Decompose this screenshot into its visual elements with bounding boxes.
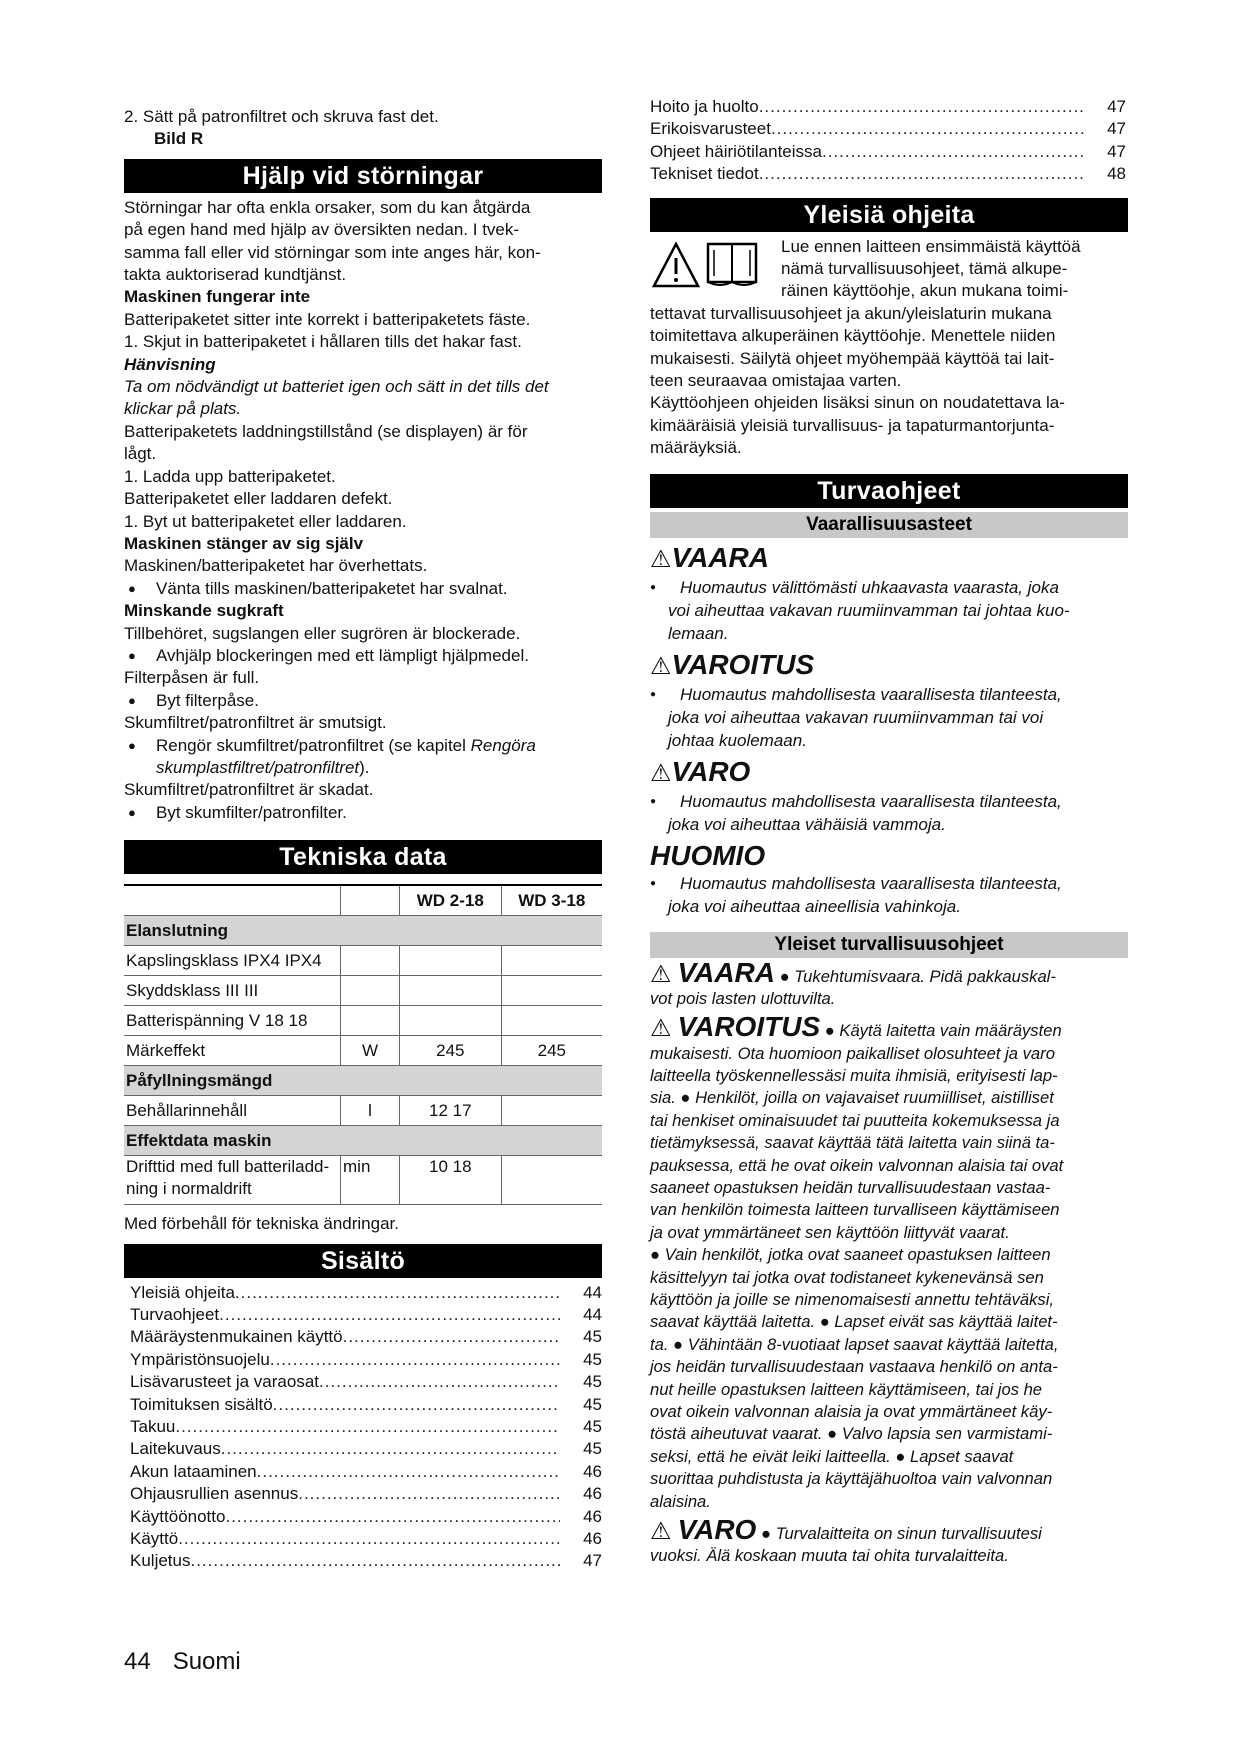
toc-leader (343, 1326, 560, 1348)
table-cell (341, 976, 400, 1006)
toc-leader (178, 1528, 560, 1550)
text-line: Filterpåsen är full. (124, 668, 260, 688)
text-line: mukaisesti. Säilytä ohjeet myöhempää käyttöä tai lait- (650, 348, 1055, 368)
toc-page: 45 (583, 1439, 602, 1459)
toc-title: Laitekuvaus (130, 1439, 221, 1459)
toc-entry (130, 1550, 602, 1572)
table-cell: W (341, 1036, 400, 1066)
safety-line: ta. ● Vähintään 8-vuotiaat lapset saavat käyttää laitetta, (650, 1334, 1059, 1354)
text-line: nämä turvallisuusohjeet, tämä alkupe- (781, 259, 1068, 279)
safety-line: ● Vain henkilöt, jotka ovat saaneet opastuksen laitteen (650, 1245, 1051, 1265)
safety-line: ovat oikein valvonnan alaisia ja ovat ymmärtäneet käy- (650, 1402, 1053, 1421)
toc-entry (650, 96, 1126, 118)
toc-entry (130, 1304, 602, 1326)
toc-entry (130, 1416, 602, 1438)
general-heading: Yleisiä ohjeita (650, 198, 1128, 232)
toc-title: Ohjeet häiriötilanteissa (650, 141, 822, 161)
bullet-item: ● Avhjälp blockeringen med ett lämpligt hjälpmedel. (124, 645, 602, 667)
toc-leader (822, 141, 1084, 163)
table-cell (501, 1156, 602, 1205)
toc-title: Käyttöönotto (130, 1506, 226, 1526)
text-line: Maskinen/batteripaketet har överhettats. (124, 556, 428, 576)
table-cell (400, 946, 502, 976)
toc-page: 48 (1107, 164, 1126, 184)
table-cell: Behållarinnehåll (124, 1096, 341, 1126)
toc-title: Erikoisvarusteet (650, 119, 771, 139)
text-line: 1. Byt ut batteripaketet eller laddaren. (124, 511, 407, 531)
tech-data-table (124, 884, 602, 1205)
safety-line: tai henkiset ominaisuudet tai puutteita kokemuksessa ja (650, 1110, 1060, 1130)
table-cell: Drifttid med full batteriladd-ning i normaldrift (124, 1156, 341, 1205)
toc-leader (219, 1304, 560, 1326)
text-line: Käyttöohjeen ohjeiden lisäksi sinun on noudatettava la- (650, 393, 1065, 413)
danger-word: VAARA (677, 956, 775, 988)
toc-page: 47 (1107, 119, 1126, 139)
toc-page: 45 (583, 1349, 602, 1369)
safety-line: käyttöön ja joille se nimenomaisesti annettu tehtäväksi, (650, 1289, 1055, 1309)
toc-leader (270, 1349, 560, 1371)
toc-page: 45 (583, 1372, 602, 1392)
signal-word: VAARA (671, 541, 769, 573)
toc-entry (650, 163, 1126, 185)
text-line: teen seuraavaa omistajaa varten. (650, 371, 902, 391)
table-cell (341, 946, 400, 976)
toc-entry (130, 1528, 602, 1550)
toc-leader (175, 1416, 560, 1438)
safety-line: suorittaa puhdistusta ja käyttäjähuoltoa vain valvonnan (650, 1469, 1053, 1489)
safety-line: mukaisesti. Ota huomioon paikalliset olosuhteet ja varo (650, 1043, 1055, 1063)
bullet-item: ● Byt skumfilter/patronfilter. (124, 802, 602, 824)
data-row (124, 946, 602, 976)
text-line: Tillbehöret, sugslangen eller sugrören är blockerade. (124, 623, 521, 643)
general-intro (650, 236, 1128, 303)
safety-line: sia. ● Henkilöt, joilla on vajavaiset ruumiilliset, aistilliset (650, 1088, 1054, 1108)
safety-line: pauksessa, että he ovat oikein valvonnan alaisia tai ovat (650, 1155, 1064, 1175)
text-line: takta auktoriserad kundtjänst. (124, 265, 347, 285)
table-cell (501, 1096, 602, 1126)
safety-line: laitteella työskennellessäsi muita ihmisiä, erityisesti lap- (650, 1065, 1058, 1085)
table-cell: Skyddsklass III III (124, 976, 341, 1006)
table-cell (501, 976, 602, 1006)
subheading: Minskande sugkraft (124, 601, 284, 621)
language-label: Suomi (172, 1648, 241, 1675)
page-footer (124, 1648, 263, 1676)
hazard-description: lemaan. (668, 623, 729, 643)
troubleshoot-heading: Hjälp vid störningar (124, 159, 602, 193)
toc-entry (130, 1461, 602, 1483)
troubleshoot-body (124, 197, 602, 824)
toc-page: 47 (1107, 141, 1126, 161)
safety-line: töstä aiheutuvat vaarat. ● Valvo lapsia sen varmistami- (650, 1424, 1053, 1444)
safety-line: jos heidän turvallisuudestaan vastaava henkilö on anta- (650, 1357, 1058, 1377)
text-line: Lue ennen laitteen ensimmäistä käyttöä (781, 236, 1081, 256)
chapter-ref: Rengöra (470, 735, 536, 755)
table-cell: l (341, 1096, 400, 1126)
toc-entry (130, 1326, 602, 1348)
toc-title: Toimituksen sisältö (130, 1394, 273, 1414)
data-row (124, 1156, 602, 1205)
safety-line: saaneet opastuksen heidän turvallisuudestaan vastaa- (650, 1177, 1051, 1197)
table-cell (400, 976, 502, 1006)
hazard-description: johtaa kuolemaan. (668, 730, 807, 750)
section-row (124, 916, 602, 946)
g2-first: ● Käytä laitetta vain määräysten (824, 1021, 1062, 1041)
table-cell: 245 (400, 1036, 502, 1066)
text-line: Batteripaketet sitter inte korrekt i batteripaketets fäste. (124, 309, 531, 329)
toc-page: 45 (583, 1327, 602, 1347)
toc-entry (130, 1371, 602, 1393)
hazard-description: ● Huomautus mahdollisesta vaarallisesta tilanteesta, (650, 683, 1128, 706)
page-number: 44 (124, 1648, 151, 1675)
safety-line: alaisina. (650, 1491, 711, 1511)
text-line: 1. Ladda upp batteripaketet. (124, 466, 336, 486)
toc-entry (130, 1506, 602, 1528)
toc-title: Määräystenmukainen käyttö (130, 1327, 343, 1347)
note-text: klickar på plats. (124, 399, 242, 419)
safety-line: ja ovat ymmärtäneet sen käyttöön liittyvät vaarat. (650, 1222, 1010, 1242)
table-cell: Batterispänning V 18 18 (124, 1006, 341, 1036)
toc-page: 47 (583, 1551, 602, 1571)
safety-heading: Turvaohjeet (650, 474, 1128, 508)
header-cell (124, 885, 341, 916)
warning-word: VAROITUS (677, 1011, 821, 1043)
toc-page: 45 (583, 1417, 602, 1437)
toc-page: 45 (583, 1394, 602, 1414)
toc-entry (130, 1438, 602, 1460)
toc-title: Ympäristönsuojelu (130, 1349, 270, 1369)
section-label: Elanslutning (124, 916, 602, 946)
toc-page: 46 (583, 1506, 602, 1526)
contents-list (130, 1282, 602, 1573)
section-label: Påfyllningsmängd (124, 1066, 602, 1096)
note-text: Ta om nödvändigt ut batteriet igen och sätt in det tills det (124, 377, 549, 397)
text-line: räinen käyttöohje, akun mukana toimi- (781, 281, 1069, 301)
toc-leader (298, 1483, 560, 1505)
toc-leader (235, 1282, 560, 1304)
warning-triangle-icon: ⚠ (650, 1518, 672, 1546)
toc-leader (190, 1550, 560, 1572)
contents-heading: Sisältö (124, 1244, 602, 1278)
data-row (124, 1006, 602, 1036)
bullet-text: Rengör skumfiltret/patronfiltret (se kapitel (156, 735, 471, 755)
toc-title: Takuu (130, 1417, 176, 1437)
text-line: Batteripaketet eller laddaren defekt. (124, 489, 393, 509)
text-line: lågt. (124, 444, 157, 464)
warning-triangle-icon: ⚠ (650, 652, 672, 680)
table-cell (341, 1006, 400, 1036)
table-cell: 245 (501, 1036, 602, 1066)
safety-line: vuoksi. Älä koskaan muuta tai ohita turvalaitteita. (650, 1546, 1009, 1566)
tech-note: Med förbehåll för tekniska ändringar. (124, 1214, 399, 1234)
toc-entry (130, 1483, 602, 1505)
toc-entry (130, 1394, 602, 1416)
section-row (124, 1066, 602, 1096)
hazard-levels-heading: Vaarallisuusasteet (650, 512, 1128, 538)
toc-title: Turvaohjeet (130, 1305, 220, 1324)
table-cell: 12 17 (400, 1096, 502, 1126)
tech-header-row (124, 885, 602, 916)
hazard-description: joka voi aiheuttaa vähäisiä vammoja. (668, 814, 946, 834)
text-line: Skumfiltret/patronfiltret är smutsigt. (124, 713, 387, 733)
warning-triangle-icon: ⚠ (650, 1015, 672, 1043)
header-cell: WD 3-18 (501, 885, 602, 916)
hazard-description: joka voi aiheuttaa aineellisia vahinkoja. (668, 896, 961, 916)
bullet-item: ● Byt filterpåse. (124, 690, 602, 712)
hazard-level-heading (650, 840, 1128, 872)
toc-page: 46 (583, 1461, 602, 1481)
general-safety-heading: Yleiset turvallisuusohjeet (650, 932, 1128, 958)
toc-entry (650, 118, 1126, 140)
safety-line: seksi, että he eivät leiki laitteella. ● Lapset saavat (650, 1446, 1014, 1466)
toc-page: 46 (583, 1529, 602, 1549)
hazard-level-heading (650, 649, 1128, 683)
data-row (124, 1036, 602, 1066)
safety-line: nut heille opastuksen laitteen käyttämiseen, tai jos he (650, 1379, 1043, 1399)
hazard-description: ● Huomautus mahdollisesta vaarallisesta tilanteesta, (650, 872, 1128, 895)
hazard-description: joka voi aiheuttaa vakavan ruumiinvamman tai voi (668, 707, 1044, 727)
text-line: Batteripaketets laddningstillstånd (se displayen) är för (124, 421, 528, 441)
text-line: toimitettava alkuperäinen käyttöohje. Menettele niiden (650, 326, 1056, 346)
toc-page: 47 (1107, 97, 1126, 116)
toc-entry (130, 1282, 602, 1304)
text-line: tettavat turvallisuusohjeet ja akun/yleislaturin mukana (650, 303, 1052, 323)
note-label: Hänvisning (124, 354, 216, 374)
bullet-item: ● Vänta tills maskinen/batteripaketet har svalnat. (124, 578, 602, 600)
safety-line: vot pois lasten ulottuvilta. (650, 988, 836, 1008)
subheading: Maskinen fungerar inte (124, 287, 311, 307)
table-cell: Märkeffekt (124, 1036, 341, 1066)
toc-leader (257, 1461, 560, 1483)
safety-line: käsittelyyn tai jotka ovat todistaneet kykenevänsä sen (650, 1267, 1044, 1287)
header-cell: WD 2-18 (400, 885, 502, 916)
toc-leader (273, 1394, 560, 1416)
g3-first: ● Turvalaitteita on sinun turvallisuutesi (760, 1524, 1042, 1544)
signal-word: HUOMIO (650, 839, 766, 871)
text-line: 1. Skjut in batteripaketet i hållaren tills det hakar fast. (124, 332, 522, 352)
warning-triangle-icon: ⚠ (650, 759, 672, 787)
toc-title: Lisävarusteet ja varaosat (130, 1372, 319, 1392)
toc-title: Tekniset tiedot (650, 164, 759, 184)
toc-title: Akun lataaminen (130, 1461, 257, 1481)
text-line: kimääräisiä yleisiä turvallisuus- ja tapaturmantorjunta- (650, 415, 1055, 435)
header-cell (341, 885, 400, 916)
intro-step: 2. Sätt på patronfiltret och skruva fast det. (124, 107, 439, 126)
toc-title: Yleisiä ohjeita (130, 1282, 235, 1302)
table-cell: 10 18 (400, 1156, 502, 1205)
general-safety-text (650, 956, 1128, 1568)
toc-title: Kuljetus (130, 1551, 191, 1571)
toc-leader (759, 96, 1084, 118)
data-row (124, 976, 602, 1006)
toc-title: Hoito ja huolto (650, 97, 759, 116)
bullet-continuation (124, 757, 602, 779)
toc-leader (221, 1438, 560, 1460)
g1-first: ● Tukehtumisvaara. Pidä pakkauskal- (779, 966, 1056, 986)
chapter-ref: skumplastfiltret/patronfiltret (156, 757, 360, 777)
toc-page: 46 (583, 1484, 602, 1504)
toc-leader (225, 1506, 560, 1528)
table-cell (400, 1006, 502, 1036)
safety-line: tietämyksessä, saavat käyttää tätä laitetta vain siinä ta- (650, 1133, 1055, 1153)
hazard-level-heading (650, 756, 1128, 790)
text-line: määräyksiä. (650, 438, 742, 458)
table-cell (501, 1006, 602, 1036)
toc-leader (759, 163, 1084, 185)
general-text (650, 303, 1128, 460)
subheading: Maskinen stänger av sig själv (124, 533, 364, 553)
hazard-level-heading (650, 542, 1128, 576)
text-line: samma fall eller vid störningar som inte anges här, kon- (124, 242, 541, 262)
signal-word: VAROITUS (671, 648, 815, 680)
hazard-levels (650, 542, 1128, 918)
warning-triangle-icon: ⚠ (650, 960, 672, 988)
warning-manual-icon (650, 238, 774, 290)
safety-line: van henkilön toimesta laitteen turvalliseen käyttämiseen (650, 1200, 1060, 1220)
table-cell (501, 946, 602, 976)
toc-entry (650, 141, 1126, 163)
toc-page: 44 (583, 1282, 602, 1302)
hazard-description: ● Huomautus välittömästi uhkaavasta vaarasta, joka (650, 576, 1128, 599)
toc-title: Käyttö (130, 1529, 179, 1549)
signal-word: VARO (671, 755, 751, 787)
section-row (124, 1126, 602, 1156)
tech-data-heading: Tekniska data (124, 840, 602, 874)
ref-tail: ). (359, 757, 370, 777)
table-cell: min (341, 1156, 400, 1205)
safety-line: saavat käyttää laitetta. ● Lapset eivät sas käyttää laitet- (650, 1312, 1058, 1332)
section-label: Effektdata maskin (124, 1126, 602, 1156)
toc-entry (130, 1349, 602, 1371)
data-row (124, 1096, 602, 1126)
hazard-description: voi aiheuttaa vakavan ruumiinvamman tai johtaa kuo- (668, 600, 1070, 620)
toc-page: 44 (583, 1305, 602, 1324)
toc-leader (771, 118, 1084, 140)
toc-leader (319, 1371, 560, 1393)
left-column (124, 106, 602, 1573)
bullet-item (124, 735, 602, 757)
text-line: på egen hand med hjälp av översikten nedan. I tvek- (124, 220, 520, 240)
warning-triangle-icon: ⚠ (650, 545, 672, 573)
text-line: Störningar har ofta enkla orsaker, som du kan åtgärda (124, 197, 531, 217)
toc-title: Ohjausrullien asennus (130, 1484, 299, 1504)
caution-word: VARO (677, 1514, 757, 1546)
contents-list-continued (650, 96, 1126, 186)
table-cell: Kapslingsklass IPX4 IPX4 (124, 946, 341, 976)
figure-ref: Bild R (154, 129, 204, 149)
right-column (650, 96, 1128, 1568)
text-line: Skumfiltret/patronfiltret är skadat. (124, 780, 374, 800)
hazard-description: ● Huomautus mahdollisesta vaarallisesta tilanteesta, (650, 790, 1128, 813)
